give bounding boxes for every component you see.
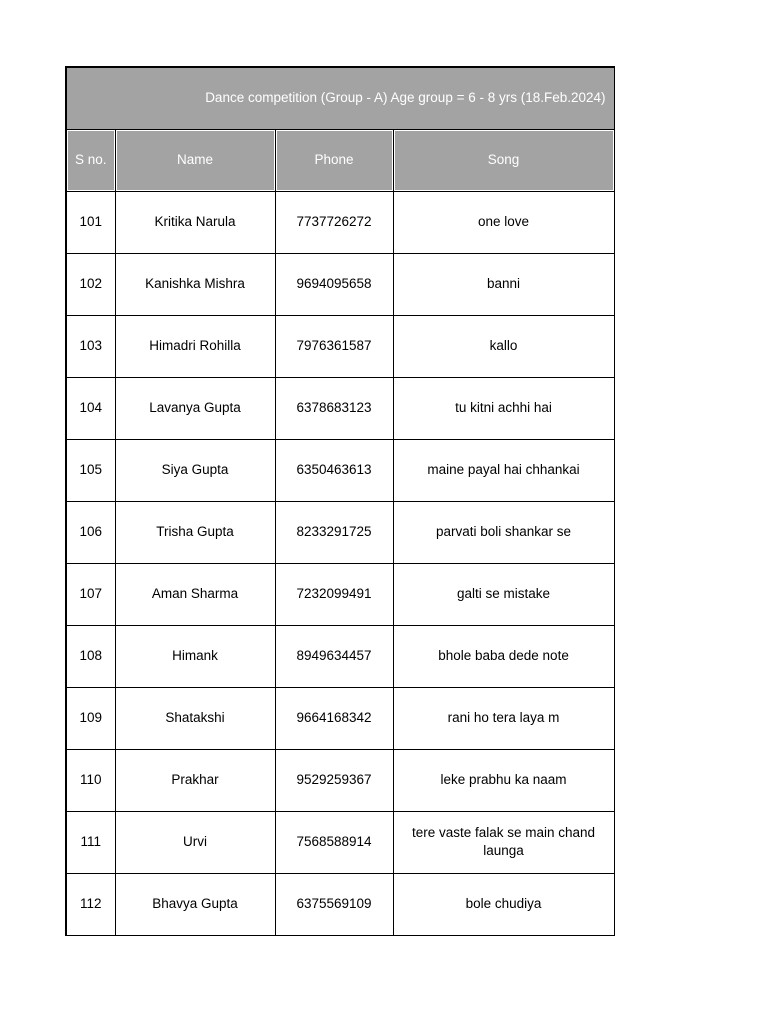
cell-song: banni xyxy=(393,253,614,315)
cell-name: Aman Sharma xyxy=(115,563,275,625)
cell-song: kallo xyxy=(393,315,614,377)
cell-song: tu kitni achhi hai xyxy=(393,377,614,439)
cell-name: Prakhar xyxy=(115,749,275,811)
participants-table xyxy=(65,66,615,936)
cell-phone: 8949634457 xyxy=(275,625,393,687)
cell-song: maine payal hai chhankai xyxy=(393,439,614,501)
table-row xyxy=(66,315,614,377)
cell-song: rani ho tera laya m xyxy=(393,687,614,749)
table-row xyxy=(66,625,614,687)
cell-sno: 106 xyxy=(66,501,115,563)
cell-phone: 7737726272 xyxy=(275,191,393,253)
cell-name: Kanishka Mishra xyxy=(115,253,275,315)
cell-sno: 104 xyxy=(66,377,115,439)
cell-phone: 9694095658 xyxy=(275,253,393,315)
cell-sno: 112 xyxy=(66,873,115,935)
title-row xyxy=(66,67,614,129)
table-row xyxy=(66,563,614,625)
cell-song: one love xyxy=(393,191,614,253)
cell-sno: 111 xyxy=(66,811,115,873)
cell-sno: 102 xyxy=(66,253,115,315)
column-header-name: Name xyxy=(115,129,275,191)
cell-name: Kritika Narula xyxy=(115,191,275,253)
cell-name: Himadri Rohilla xyxy=(115,315,275,377)
table-row xyxy=(66,749,614,811)
cell-sno: 103 xyxy=(66,315,115,377)
cell-song: bhole baba dede note xyxy=(393,625,614,687)
table-body xyxy=(66,191,614,935)
cell-phone: 7568588914 xyxy=(275,811,393,873)
cell-phone: 7976361587 xyxy=(275,315,393,377)
cell-song: leke prabhu ka naam xyxy=(393,749,614,811)
cell-sno: 107 xyxy=(66,563,115,625)
cell-sno: 105 xyxy=(66,439,115,501)
table-row xyxy=(66,811,614,873)
cell-phone: 8233291725 xyxy=(275,501,393,563)
table-row xyxy=(66,377,614,439)
cell-phone: 7232099491 xyxy=(275,563,393,625)
cell-sno: 109 xyxy=(66,687,115,749)
table-row xyxy=(66,873,614,935)
table-row xyxy=(66,439,614,501)
table-row xyxy=(66,253,614,315)
column-header-sno: S no. xyxy=(66,129,115,191)
cell-sno: 110 xyxy=(66,749,115,811)
cell-name: Shatakshi xyxy=(115,687,275,749)
cell-name: Bhavya Gupta xyxy=(115,873,275,935)
cell-song: bole chudiya xyxy=(393,873,614,935)
cell-phone: 9664168342 xyxy=(275,687,393,749)
cell-name: Urvi xyxy=(115,811,275,873)
cell-phone: 6350463613 xyxy=(275,439,393,501)
cell-name: Siya Gupta xyxy=(115,439,275,501)
cell-song: galti se mistake xyxy=(393,563,614,625)
cell-phone: 6375569109 xyxy=(275,873,393,935)
sheet-title: Dance competition (Group - A) Age group = 6 - 8 yrs (18.Feb.2024) xyxy=(66,67,614,129)
table-row xyxy=(66,191,614,253)
header-row xyxy=(66,129,614,191)
cell-song: parvati boli shankar se xyxy=(393,501,614,563)
table-row xyxy=(66,687,614,749)
cell-sno: 101 xyxy=(66,191,115,253)
cell-name: Lavanya Gupta xyxy=(115,377,275,439)
cell-song: tere vaste falak se main chand launga xyxy=(393,811,614,873)
cell-phone: 6378683123 xyxy=(275,377,393,439)
column-header-phone: Phone xyxy=(275,129,393,191)
cell-name: Trisha Gupta xyxy=(115,501,275,563)
table-row xyxy=(66,501,614,563)
cell-sno: 108 xyxy=(66,625,115,687)
cell-phone: 9529259367 xyxy=(275,749,393,811)
column-header-song: Song xyxy=(393,129,614,191)
cell-name: Himank xyxy=(115,625,275,687)
